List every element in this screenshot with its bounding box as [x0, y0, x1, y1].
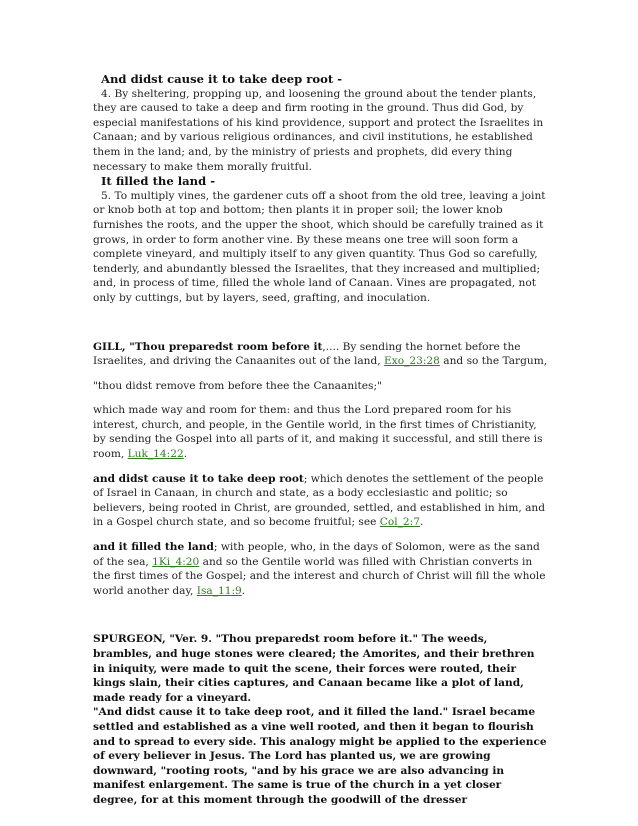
document-page: [93, 72, 548, 808]
gill-paragraph-2: [93, 403, 548, 461]
gill-p3-text: ; which denotes the settlement of the people of Israel in Canaan, in church and state, as a body ecclesiastic and politic; so believers, being rooted in Christ, are grounded, settled, and established in him, and in a Gospel church state, and so become fruitful; see: [93, 472, 546, 529]
gill-lead-tail: and so the Targum,: [439, 355, 548, 368]
heading-filled-land: It filled the land -: [101, 174, 216, 189]
scripture-link-1ki[interactable]: 1Ki_4:20: [152, 555, 200, 568]
clarke-paragraph-4: 4. By sheltering, propping up, and loosening the ground about the tender plants, they are caused to take a deep and firm rooting in the ground. Thus did God, by especial manifestations of his kind providence, support and protect the Israelites in Canaan; and by various religious ordinances, and civil institutions, he established them in the land; and, by the ministry of priests and prophets, did every thing necessary to make them morally fruitful.: [93, 87, 544, 173]
gill-lead-bold: GILL, "Thou preparedst room before it: [93, 340, 323, 353]
gill-p3-bold: and didst cause it to take deep root: [93, 472, 304, 485]
para-gap: [93, 462, 548, 472]
gill-p2-tail: .: [183, 448, 188, 461]
gill-p3-tail: .: [419, 516, 424, 529]
gill-p4-text: ; with people, who, in the days of Solomon, were as the sand of the sea,: [93, 541, 540, 568]
para-gap: [93, 369, 548, 379]
gill-paragraph-4: [93, 540, 548, 598]
section-gap: [93, 306, 548, 340]
spurgeon-paragraph-1: SPURGEON, "Ver. 9. "Thou preparedst room before it." The weeds, brambles, and huge stones were cleared; the Amorites, and their brethren in iniquity, were made to quit the scene, their forces were routed, their kings slain, their cities captures, and Canaan became like a plot of land, made ready for a vineyard.: [93, 633, 535, 704]
section-gap: [93, 598, 548, 632]
para-gap: [93, 393, 548, 403]
gill-p2-text: which made way and room for them: and thus the Lord prepared room for his interest, church, and people, in the Gentile world, in the first times of Christianity, by sending the Gospel into all parts of it, and making it successful, and still there is room,: [93, 404, 543, 461]
scripture-link-col[interactable]: Col_2:7: [379, 516, 420, 529]
gill-intro-paragraph: [93, 340, 548, 369]
scripture-link-isa[interactable]: Isa_11:9: [196, 584, 242, 597]
gill-paragraph-3: [93, 472, 548, 530]
clarke-paragraph-5: 5. To multiply vines, the gardener cuts off a shoot from the old tree, leaving a joint or knob both at top and bottom; then plants it in proper soil; the lower knob furnishes the roots, and the upper the shoot, which should be carefully trained as it grows, in order to form another vine. By these means one tree will soon form a complete vineyard, and multiply itself to any given quantity. Thus God so carefully, tenderly, and abundantly blessed the Israelites, that they increased and multiplied; and, in process of time, filled the whole land of Canaan. Vines are propagated, not only by cuttings, but by layers, seed, grafting, and inoculation.: [93, 189, 546, 304]
heading-deep-root: And didst cause it to take deep root -: [101, 72, 343, 86]
gill-p4-bold: and it filled the land: [93, 541, 214, 554]
gill-p4-tail: .: [241, 584, 246, 597]
scripture-link-luk[interactable]: Luk_14:22: [127, 448, 184, 461]
targum-quote: "thou didst remove from before thee the Canaanites;": [93, 379, 382, 392]
para-gap: [93, 530, 548, 540]
gill-p4-mid: and so the Gentile world was filled with Christian converts in the first times of the Gospel; and the interest and church of Christ will fill the whole world another day,: [93, 555, 546, 597]
gill-lead-text: ,.... By sending the hornet before the Israelites, and driving the Canaanites out of the land,: [93, 340, 521, 368]
scripture-link-exo[interactable]: Exo_23:28: [384, 355, 440, 368]
spurgeon-paragraph-2: "And didst cause it to take deep root, and it filled the land." Israel became settled and established as a vine well rooted, and then it began to flourish and to spread to every side. This analogy might be applied to the experience of every believer in Jesus. The Lord has planted us, we are growing downward, "rooting roots, "and by his grace we are also advancing in manifest enlargement. The same is true of the church in a yet closer degree, for at this moment through the goodwill of the dresser: [93, 706, 547, 806]
